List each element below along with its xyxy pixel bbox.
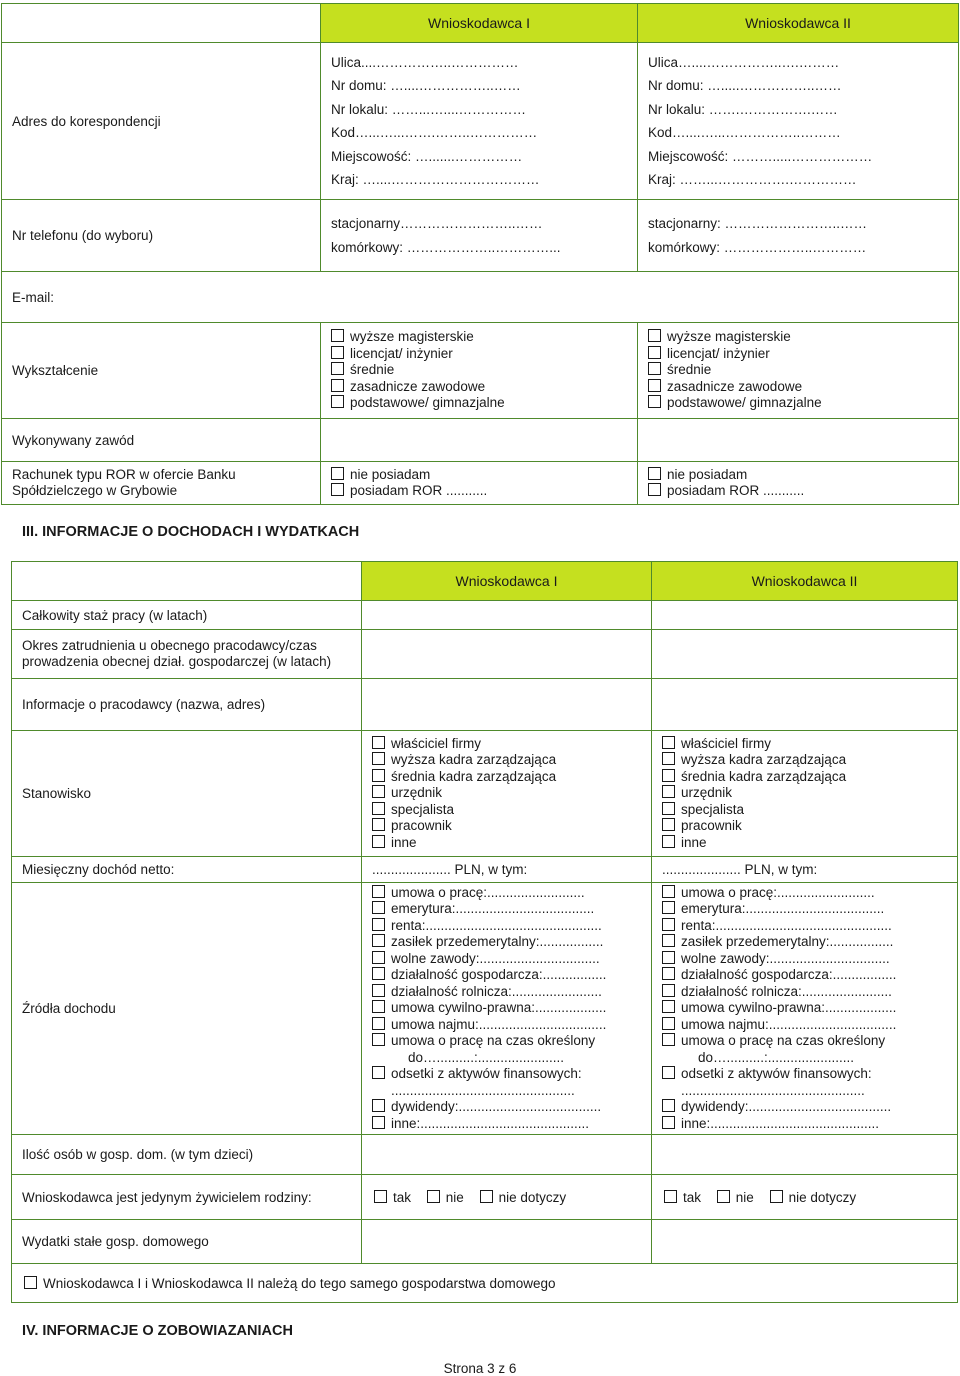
checkbox[interactable] [372, 934, 385, 947]
income-source-item[interactable]: umowa cywilno-prawna:................... [372, 1000, 651, 1017]
checkbox[interactable] [331, 346, 344, 359]
checkbox[interactable] [331, 467, 344, 480]
income-sources-label: Źródła dochodu [12, 883, 362, 1135]
empty-header-cell [12, 562, 362, 601]
checkbox[interactable] [662, 984, 675, 997]
position-applicant-1 [362, 731, 652, 857]
country-field[interactable]: Kraj: ……...…………….…………… [648, 172, 857, 187]
checkbox[interactable] [372, 1099, 385, 1112]
checkbox[interactable] [662, 802, 675, 815]
postal-code-field[interactable]: Kod…...…...…….……..…………… [331, 125, 538, 140]
checkbox[interactable] [372, 736, 385, 749]
net-income-applicant-2[interactable]: ..................... PLN, w tym: [652, 857, 958, 883]
checkbox[interactable] [662, 1066, 675, 1079]
income-source-item[interactable]: umowa o pracę:.......................... [662, 885, 957, 902]
education-option[interactable]: średnie [648, 362, 958, 379]
checkbox[interactable] [648, 346, 661, 359]
occupation-applicant-2[interactable] [638, 419, 959, 462]
education-option[interactable]: licencjat/ inżynier [648, 346, 958, 363]
income-source-item[interactable]: do…..........:....................... [698, 1049, 855, 1065]
checkbox[interactable] [662, 736, 675, 749]
education-option[interactable]: wyższe magisterskie [648, 329, 958, 346]
checkbox[interactable] [372, 967, 385, 980]
income-source-item[interactable]: działalność gospodarcza:................. [662, 967, 957, 984]
checkbox[interactable] [648, 483, 661, 496]
checkbox[interactable] [662, 951, 675, 964]
income-source-item[interactable]: inne:............................................. [372, 1116, 651, 1133]
seniority-label: Całkowity staż pracy (w latach) [12, 601, 362, 630]
section-4-heading: IV. INFORMACJE O ZOBOWIAZANIACH [22, 1323, 293, 1339]
checkbox[interactable] [662, 1033, 675, 1046]
checkbox[interactable] [372, 769, 385, 782]
income-source-item[interactable]: renta:............................................... [662, 918, 957, 935]
checkbox[interactable] [372, 785, 385, 798]
position-option[interactable]: średnia kadra zarządzająca [662, 769, 957, 786]
education-applicant-2 [638, 323, 959, 419]
position-option[interactable]: wyższa kadra zarządzająca [662, 752, 957, 769]
education-option[interactable]: licencjat/ inżynier [331, 346, 637, 363]
checkbox[interactable] [770, 1190, 783, 1203]
employer-applicant-1[interactable] [362, 679, 652, 731]
education-option[interactable]: podstawowe/ gimnazjalne [648, 395, 958, 412]
breadwinner-applicant-2 [652, 1175, 958, 1220]
checkbox[interactable] [372, 1000, 385, 1013]
checkbox[interactable] [372, 802, 385, 815]
breadwinner-applicant-1 [362, 1175, 652, 1220]
checkbox[interactable] [662, 901, 675, 914]
employment-period-applicant-2[interactable] [652, 630, 958, 679]
income-source-item[interactable]: dywidendy:...................................... [662, 1099, 957, 1116]
checkbox[interactable] [662, 934, 675, 947]
income-source-item[interactable]: umowa o pracę na czas określony [662, 1033, 957, 1050]
breadwinner-option-yes[interactable]: tak [664, 1190, 701, 1205]
city-field[interactable]: Miejscowość: ……….....……………… [648, 148, 873, 164]
checkbox[interactable] [331, 329, 344, 342]
income-source-item[interactable]: działalność rolnicza:........................ [662, 984, 957, 1001]
phone-label: Nr telefonu (do wyboru) [2, 200, 321, 272]
checkbox[interactable] [372, 818, 385, 831]
page-number: Strona 3 z 6 [443, 1361, 517, 1376]
street-field[interactable]: Ulica....……………..…………… [331, 54, 519, 70]
income-source-item[interactable]: ................................................. [391, 1082, 575, 1098]
checkbox[interactable] [372, 918, 385, 931]
employment-period-label: Okres zatrudnienia u obecnego pracodawcy/czas prowadzenia obecnej dział. gospodarczej (w latach) [12, 630, 362, 679]
education-option[interactable]: wyższe magisterskie [331, 329, 637, 346]
net-income-label: Miesięczny dochód netto: [12, 857, 362, 883]
checkbox[interactable] [662, 967, 675, 980]
employment-period-applicant-1[interactable] [362, 630, 652, 679]
income-source-item[interactable]: umowa najmu:.................................. [372, 1017, 651, 1034]
house-number-field[interactable]: Nr domu: …....……………..…… [331, 78, 521, 93]
checkbox[interactable] [331, 395, 344, 408]
street-field[interactable]: Ulica…....……………..….……… [648, 54, 840, 70]
column-header-applicant-1: Wnioskodawca I [321, 4, 638, 43]
position-label: Stanowisko [12, 731, 362, 857]
ror-option[interactable]: posiadam ROR ........... [331, 483, 637, 500]
income-source-item[interactable]: wolne zawody:................................ [662, 951, 957, 968]
position-option[interactable]: właściciel firmy [662, 736, 957, 753]
checkbox[interactable] [372, 951, 385, 964]
checkbox[interactable] [372, 1033, 385, 1046]
net-income-applicant-1[interactable]: ..................... PLN, w tym: [362, 857, 652, 883]
income-source-item[interactable]: do…..........:....................... [408, 1049, 565, 1065]
position-option[interactable]: urzędnik [662, 785, 957, 802]
ror-label: Rachunek typu ROR w ofercie Banku Spółdzielczego w Grybowie [2, 462, 321, 505]
breadwinner-option-na[interactable]: nie dotyczy [480, 1190, 567, 1205]
checkbox[interactable] [662, 885, 675, 898]
checkbox[interactable] [331, 362, 344, 375]
checkbox[interactable] [372, 984, 385, 997]
phone-applicant-2[interactable] [638, 200, 959, 272]
checkbox[interactable] [662, 1099, 675, 1112]
checkbox[interactable] [372, 1066, 385, 1079]
position-option[interactable]: inne [662, 835, 957, 852]
income-source-item[interactable]: odsetki z aktywów finansowych: [662, 1066, 957, 1083]
checkbox[interactable] [331, 483, 344, 496]
checkbox[interactable] [24, 1276, 37, 1289]
position-option[interactable]: specjalista [372, 802, 651, 819]
checkbox[interactable] [662, 785, 675, 798]
income-source-item[interactable]: dywidendy:...................................... [372, 1099, 651, 1116]
position-option[interactable]: urzędnik [372, 785, 651, 802]
checkbox[interactable] [372, 835, 385, 848]
breadwinner-option-yes[interactable]: tak [374, 1190, 411, 1205]
income-source-item[interactable]: inne:............................................. [662, 1116, 957, 1133]
breadwinner-option-na[interactable]: nie dotyczy [770, 1190, 857, 1205]
position-option[interactable]: wyższa kadra zarządzająca [372, 752, 651, 769]
ror-option[interactable]: nie posiadam [648, 467, 958, 484]
mobile-field[interactable]: komórkowy: ………………..…………... [331, 239, 561, 255]
phone-applicant-1[interactable] [321, 200, 638, 272]
checkbox[interactable] [648, 467, 661, 480]
employer-applicant-2[interactable] [652, 679, 958, 731]
education-option[interactable]: zasadnicze zawodowe [648, 379, 958, 396]
position-applicant-2 [652, 731, 958, 857]
income-source-item[interactable]: renta:............................................... [372, 918, 651, 935]
flat-number-field[interactable]: Nr lokalu: ……...…....…………… [331, 101, 527, 117]
income-source-item[interactable]: odsetki z aktywów finansowych: [372, 1066, 651, 1083]
breadwinner-label: Wnioskodawca jest jedynym żywicielem rodziny: [12, 1175, 362, 1220]
checkbox[interactable] [648, 379, 661, 392]
income-source-item[interactable]: działalność rolnicza:........................ [372, 984, 651, 1001]
applicant-table [1, 3, 959, 505]
position-option[interactable]: średnia kadra zarządzająca [372, 769, 651, 786]
same-household-option[interactable]: Wnioskodawca I i Wnioskodawca II należą do tego samego gospodarstwa domowego [12, 1264, 958, 1303]
education-option[interactable]: zasadnicze zawodowe [331, 379, 637, 396]
checkbox[interactable] [648, 395, 661, 408]
checkbox[interactable] [648, 329, 661, 342]
household-size-applicant-2[interactable] [652, 1135, 958, 1175]
occupation-label: Wykonywany zawód [2, 419, 321, 462]
checkbox[interactable] [662, 1000, 675, 1013]
fixed-expenses-applicant-1[interactable] [362, 1220, 652, 1264]
column-header-applicant-1: Wnioskodawca I [362, 562, 652, 601]
checkbox[interactable] [372, 1017, 385, 1030]
income-source-item[interactable]: ................................................. [681, 1082, 865, 1098]
checkbox[interactable] [648, 362, 661, 375]
position-option[interactable]: właściciel firmy [372, 736, 651, 753]
landline-field[interactable]: stacjonarny: ……………………..…… [648, 216, 868, 231]
email-field[interactable]: E-mail: [2, 272, 959, 323]
household-size-label: Ilość osób w gosp. dom. (w tym dzieci) [12, 1135, 362, 1175]
column-header-applicant-2: Wnioskodawca II [652, 562, 958, 601]
checkbox[interactable] [662, 1116, 675, 1129]
position-option[interactable]: inne [372, 835, 651, 852]
checkbox[interactable] [372, 901, 385, 914]
income-source-item[interactable]: emerytura:..................................... [662, 901, 957, 918]
mobile-field[interactable]: komórkowy: ………………..………… [648, 239, 867, 255]
income-source-item[interactable]: emerytura:..................................... [372, 901, 651, 918]
position-option[interactable]: pracownik [372, 818, 651, 835]
seniority-applicant-1[interactable] [362, 601, 652, 630]
employer-label: Informacje o pracodawcy (nazwa, adres) [12, 679, 362, 731]
breadwinner-option-no[interactable]: nie [717, 1190, 754, 1205]
checkbox[interactable] [372, 752, 385, 765]
ror-option[interactable]: nie posiadam [331, 467, 637, 484]
income-source-item[interactable]: umowa o pracę na czas określony [372, 1033, 651, 1050]
checkbox[interactable] [662, 1017, 675, 1030]
ror-option[interactable]: posiadam ROR ........... [648, 483, 958, 500]
checkbox[interactable] [662, 818, 675, 831]
checkbox[interactable] [664, 1190, 677, 1203]
country-field[interactable]: Kraj: …....…………………………… [331, 172, 540, 187]
seniority-applicant-2[interactable] [652, 601, 958, 630]
checkbox[interactable] [372, 885, 385, 898]
ror-applicant-1 [321, 462, 638, 505]
checkbox[interactable] [331, 379, 344, 392]
education-label: Wykształcenie [2, 323, 321, 419]
breadwinner-option-no[interactable]: nie [427, 1190, 464, 1205]
income-source-item[interactable]: zasiłek przedemerytalny:................. [372, 934, 651, 951]
income-source-item[interactable]: umowa o pracę:.......................... [372, 885, 651, 902]
address-label: Adres do korespondencji [2, 43, 321, 200]
fixed-expenses-label: Wydatki stałe gosp. domowego [12, 1220, 362, 1264]
income-source-item[interactable]: działalność gospodarcza:................. [372, 967, 651, 984]
income-source-item[interactable]: zasiłek przedemerytalny:................. [662, 934, 957, 951]
house-number-field[interactable]: Nr domu: ….....……………..…… [648, 78, 842, 93]
column-header-applicant-2: Wnioskodawca II [638, 4, 959, 43]
education-option[interactable]: średnie [331, 362, 637, 379]
income-sources-applicant-1 [362, 883, 652, 1135]
position-option[interactable]: pracownik [662, 818, 957, 835]
empty-header-cell [2, 4, 321, 43]
checkbox[interactable] [374, 1190, 387, 1203]
education-applicant-1 [321, 323, 638, 419]
ror-applicant-2 [638, 462, 959, 505]
checkbox[interactable] [662, 918, 675, 931]
income-sources-applicant-2 [652, 883, 958, 1135]
city-field[interactable]: Miejscowość: ….......…………… [331, 148, 523, 164]
occupation-applicant-1[interactable] [321, 419, 638, 462]
income-source-item[interactable]: wolne zawody:................................ [372, 951, 651, 968]
income-source-item[interactable]: umowa najmu:.................................. [662, 1017, 957, 1034]
checkbox[interactable] [427, 1190, 440, 1203]
household-size-applicant-1[interactable] [362, 1135, 652, 1175]
checkbox[interactable] [662, 752, 675, 765]
position-option[interactable]: specjalista [662, 802, 957, 819]
checkbox[interactable] [372, 1116, 385, 1129]
checkbox[interactable] [662, 835, 675, 848]
flat-number-field[interactable]: Nr lokalu: …….…………….…… [648, 101, 838, 117]
landline-field[interactable]: stacjonarny……………………..…… [331, 216, 543, 231]
checkbox[interactable] [717, 1190, 730, 1203]
income-table [11, 561, 958, 1303]
address-applicant-1[interactable] [321, 43, 638, 200]
fixed-expenses-applicant-2[interactable] [652, 1220, 958, 1264]
income-source-item[interactable]: umowa cywilno-prawna:................... [662, 1000, 957, 1017]
education-option[interactable]: podstawowe/ gimnazjalne [331, 395, 637, 412]
section-3-heading: III. INFORMACJE O DOCHODACH I WYDATKACH [22, 524, 360, 540]
postal-code-field[interactable]: Kod…....…...……………..……… [648, 125, 841, 140]
checkbox[interactable] [480, 1190, 493, 1203]
address-applicant-2[interactable] [638, 43, 959, 200]
checkbox[interactable] [662, 769, 675, 782]
